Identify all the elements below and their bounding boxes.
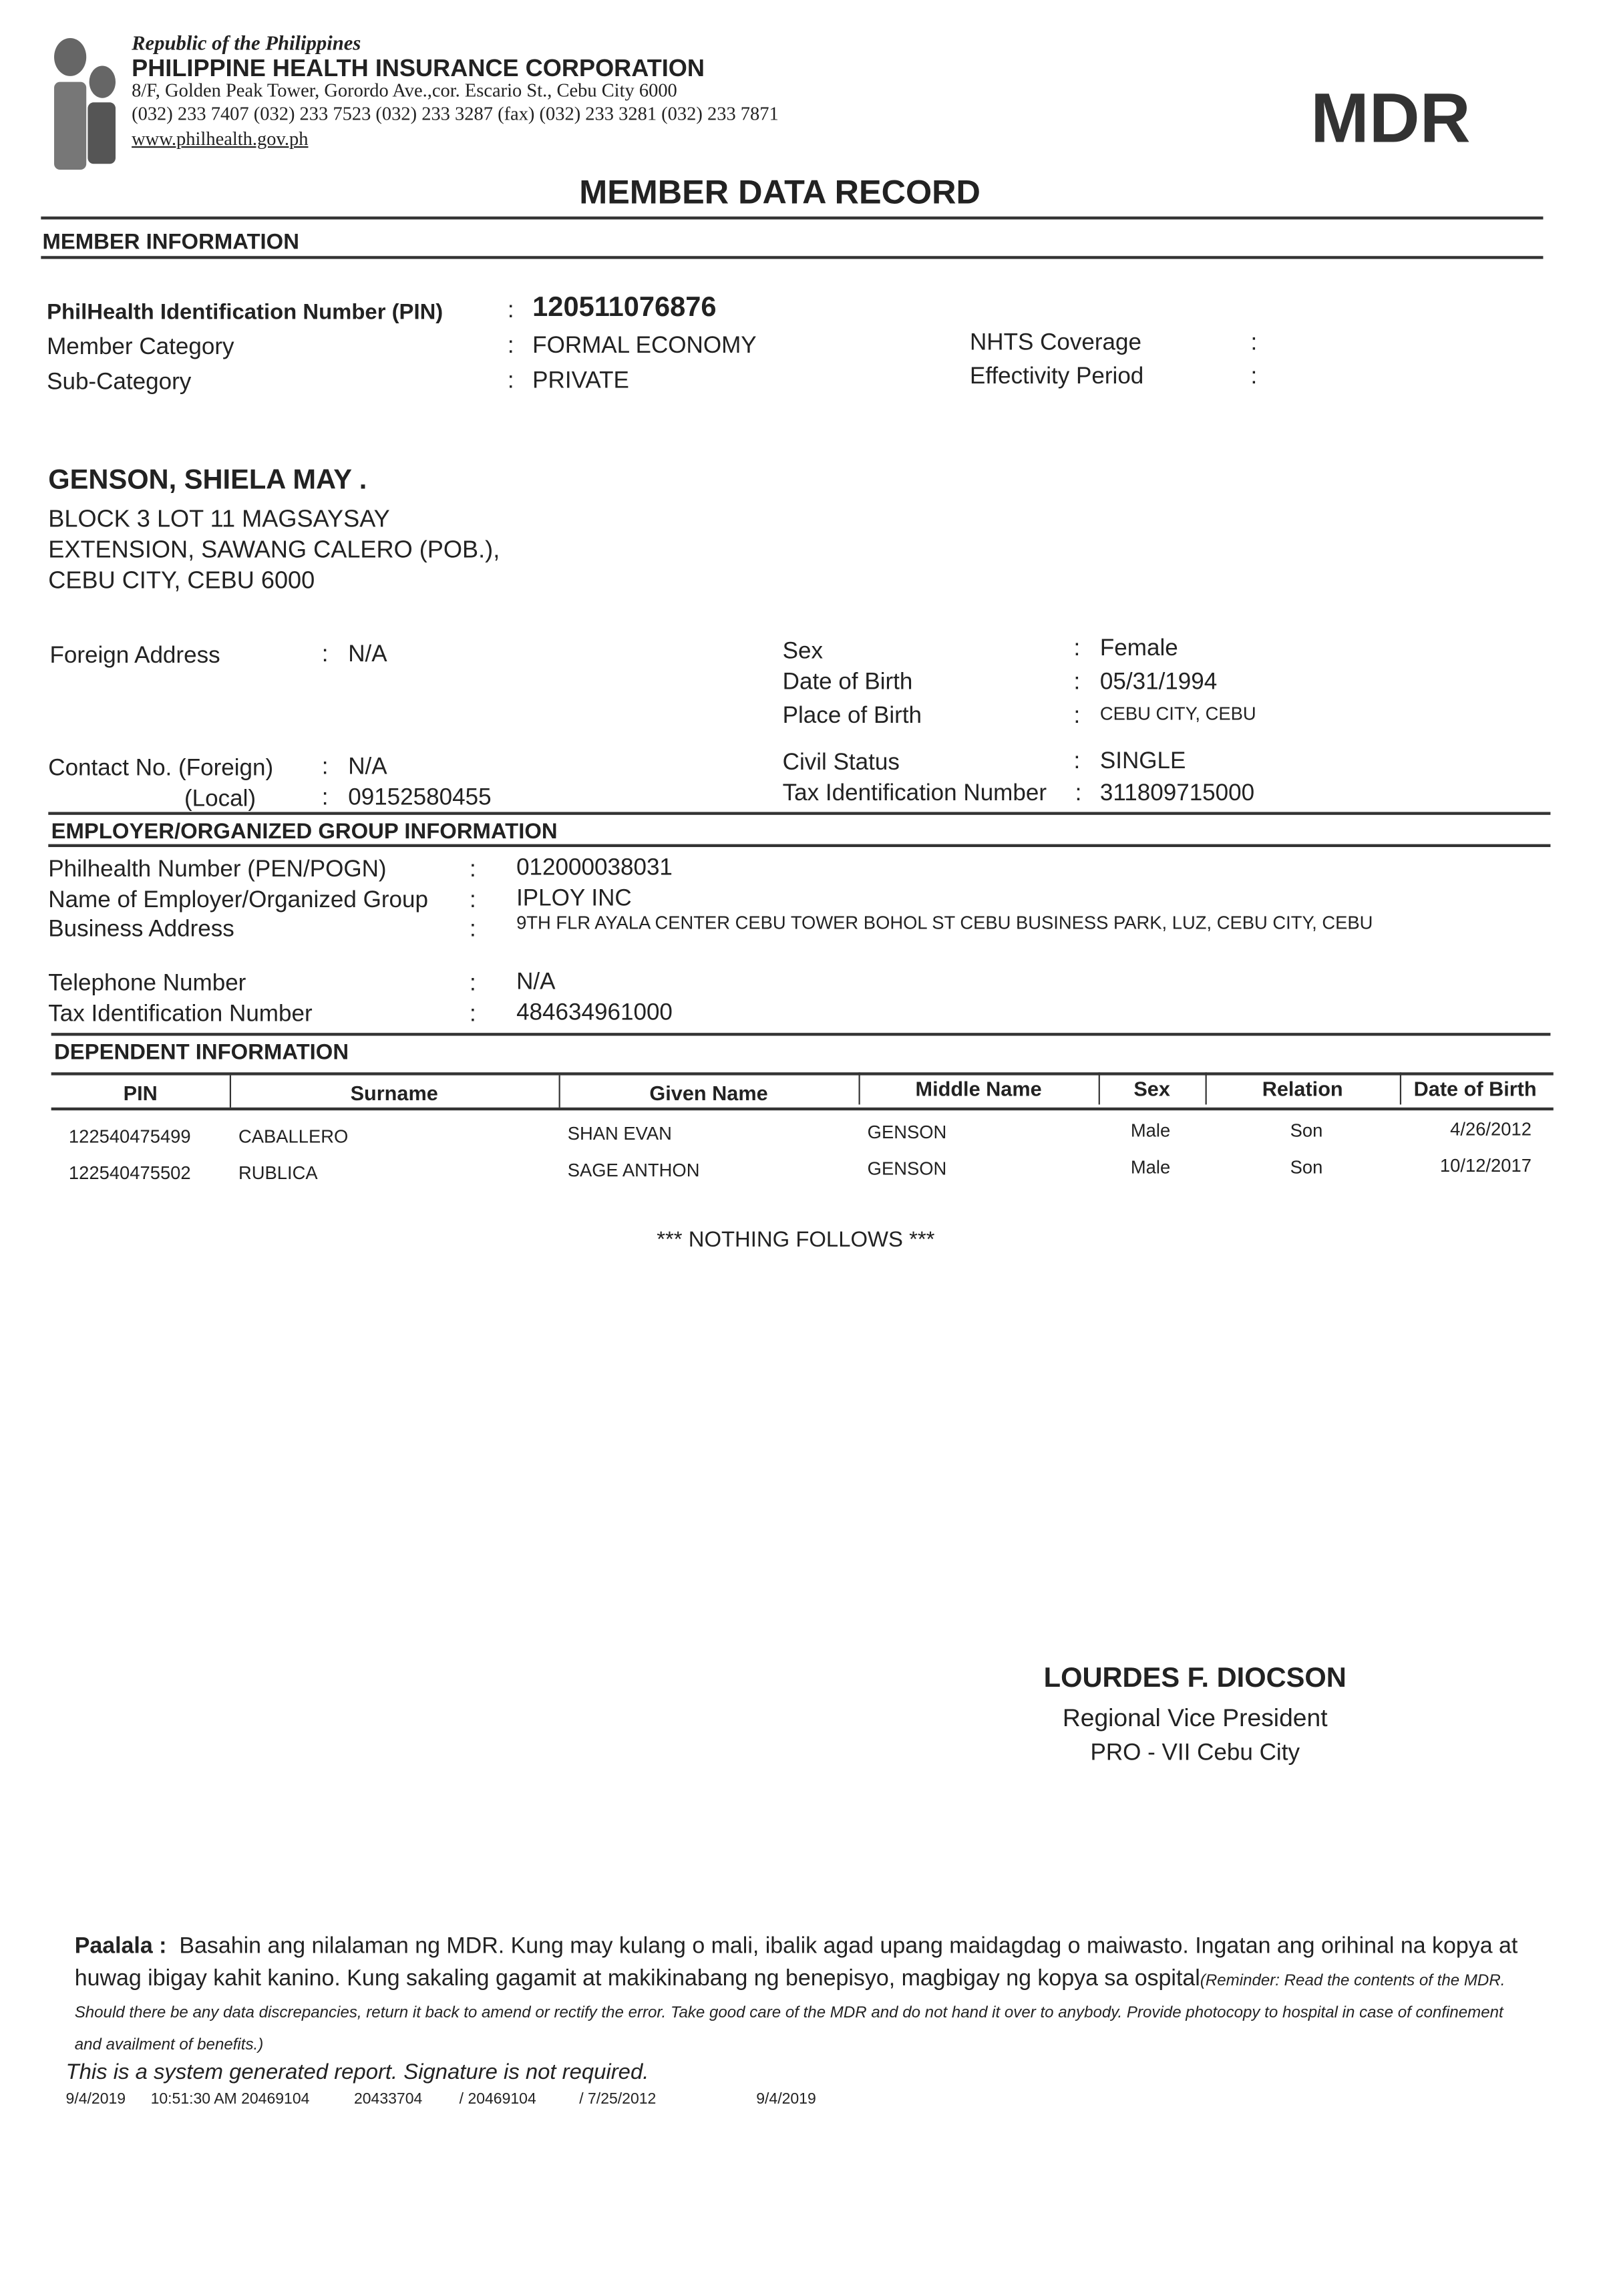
- member-data-record: Republic of the Philippines PHILIPPINE HEALTH INSURANCE CORPORATION 8/F, Golden Peak Tower, Gorordo Ave.,cor. Escario St., Cebu City 6000 (032) 233 7407 (032) 233 7523 (032) 233 3287 (fax) (032) 233 3281 (032) 233 7871 www.philhealth.gov.ph MDR MEMBER DATA RECORD MEMBER INFORMATION PhilHealth Identification Number (PIN) : 120511076876 Member Category : FORMAL ECONOMY Sub-Category : PRIVATE NHTS Coverage : Effectivity Period : GENSON, SHIELA MAY . BLOCK 3 LOT 11 MAGSAYSAY EXTENSION, SAWANG CALERO (POB.), CEBU CITY, CEBU 6000 Foreign Address : N/A Contact No. (Foreign) : N/A (Local) : 09152580455 Sex : Female Date of Birth : 05/31/1994 Place of Birth : CEBU CITY, CEBU Civil Status : SINGLE Tax Identification Number : 311809715000 EMPLOYER/ORGANIZED GROUP INFORMATION Philhealth Number (PEN/POGN) : 012000038031 Name of Employer/Organized Group : IPLOY INC Business Address : 9TH FLR AYALA CENTER CEBU TOWER BOHOL ST CEBU BUSINESS PARK, LUZ, CEBU CITY, CEBU Telephone Number : N/A Tax Identification Number : 484634961000 DEPENDENT INFORMATION PIN Surname Given Name Middle Name Sex Relation Date of Birth 122540475499 CABALLERO SHAN EVAN GENSON Male Son 4/26/2012 122540475502 RUBLICA SAGE ANTHON GENSON Male Son 10/12/2017 *** NOTHING FOLLOWS *** LOURDES F. DIOCSON Regional Vice President PRO - VII Cebu City Paalala : Basahin ang nilalaman ng MDR. Kung may kulang o mali, ibalik agad upang maidagdag o maiwasto. Ingatan ang orihinal na kopya at huwag ibigay kahit kanino. Kung sakaling gagamit at makikinabang ng benepisyo, magbigay ng kopya sa ospital(Reminder: Read the contents of the MDR. Should there be any data discrepancies, return it back to amend or rectify the error. Take good care of the MDR and do not hand it over to anybody. Provide photocopy to hospital in case of confinement and availment of benefits.) This is a system generated report. Signature is not required. 9/4/2019 10:51:30 AM 20469104 20433704 / 20469104 / 7/25/2012 9/4/2019: [0, 0, 1609, 2295]
- effectivity-label: Effectivity Period: [969, 364, 1144, 389]
- employer-row-value: 012000038031: [516, 856, 673, 881]
- pob-value: CEBU CITY, CEBU: [1099, 703, 1256, 725]
- cell-pin: 122540475502: [68, 1163, 191, 1184]
- pob-label: Place of Birth: [782, 703, 922, 729]
- member-section-title: MEMBER INFORMATION: [42, 229, 299, 255]
- reminder-label: Paalala :: [74, 1934, 167, 1959]
- column-header: PIN: [123, 1081, 158, 1105]
- dependent-section-title: DEPENDENT INFORMATION: [54, 1040, 349, 1065]
- reminder-english: (Reminder: Read the contents of the MDR. Should there be any data discrepancies, return it back to amend or rectify the error. Take good care of the MDR and do not hand it over to anybody. Provide photocopy to hospital in case of confinement and availment of benefits.): [74, 1972, 1505, 2054]
- category-value: FORMAL ECONOMY: [532, 333, 757, 359]
- dob-value: 05/31/1994: [1099, 670, 1218, 695]
- subcategory-label: Sub-Category: [47, 370, 192, 395]
- cell-dob: 10/12/2017: [1439, 1156, 1532, 1176]
- civil-status-label: Civil Status: [782, 750, 900, 776]
- employer-row-label: Name of Employer/Organized Group: [48, 888, 428, 913]
- subcategory-value: PRIVATE: [532, 368, 629, 394]
- foreign-address-label: Foreign Address: [49, 643, 220, 669]
- page-title: MEMBER DATA RECORD: [579, 172, 980, 211]
- sex-label: Sex: [782, 639, 824, 665]
- cell-surname: RUBLICA: [238, 1163, 318, 1184]
- cell-middle-name: GENSON: [867, 1122, 947, 1143]
- dob-label: Date of Birth: [782, 670, 913, 695]
- employer-row-value: 484634961000: [516, 1000, 673, 1026]
- cell-surname: CABALLERO: [238, 1126, 349, 1147]
- org-phones: (032) 233 7407 (032) 233 7523 (032) 233 3287 (fax) (032) 233 3281 (032) 233 7871: [132, 102, 779, 125]
- contact-local-label: (Local): [184, 787, 256, 812]
- footer-code: / 20469104: [459, 2090, 536, 2108]
- employer-row-label: Tax Identification Number: [48, 1002, 313, 1027]
- column-header: Surname: [350, 1081, 438, 1105]
- column-header: Sex: [1133, 1076, 1170, 1100]
- employer-row-label: Philhealth Number (PEN/POGN): [48, 857, 387, 882]
- cell-relation: Son: [1290, 1157, 1323, 1178]
- system-generated-note: This is a system generated report. Signature is not required.: [65, 2060, 649, 2085]
- employer-row-label: Business Address: [48, 917, 234, 943]
- category-label: Member Category: [47, 335, 234, 360]
- cell-given-name: SHAN EVAN: [567, 1123, 672, 1144]
- column-header: Given Name: [649, 1081, 768, 1105]
- republic-label: Republic of the Philippines: [132, 33, 361, 56]
- footer-code: / 7/25/2012: [579, 2090, 657, 2108]
- nothing-follows: *** NOTHING FOLLOWS ***: [657, 1227, 935, 1253]
- column-header: Date of Birth: [1413, 1076, 1537, 1100]
- employer-section-title: EMPLOYER/ORGANIZED GROUP INFORMATION: [51, 819, 558, 844]
- employer-row-value: IPLOY INC: [516, 886, 632, 912]
- cell-pin: 122540475499: [68, 1126, 191, 1147]
- foreign-address-value: N/A: [348, 642, 387, 667]
- member-address-line: EXTENSION, SAWANG CALERO (POB.),: [48, 536, 500, 564]
- cell-given-name: SAGE ANTHON: [567, 1160, 700, 1181]
- cell-middle-name: GENSON: [867, 1158, 947, 1180]
- column-header: Middle Name: [915, 1076, 1042, 1100]
- signatory-name: LOURDES F. DIOCSON: [1043, 1663, 1347, 1695]
- mdr-badge: MDR: [1310, 80, 1471, 158]
- org-name: PHILIPPINE HEALTH INSURANCE CORPORATION: [132, 55, 705, 82]
- member-address-line: CEBU CITY, CEBU 6000: [48, 567, 315, 595]
- footer-code: 10:51:30 AM 20469104: [150, 2090, 310, 2108]
- employer-row-label: Telephone Number: [48, 971, 246, 997]
- member-name: GENSON, SHIELA MAY .: [48, 465, 367, 496]
- pin-label: PhilHealth Identification Number (PIN): [47, 299, 443, 325]
- contact-local-value: 09152580455: [348, 786, 492, 811]
- pin-value: 120511076876: [532, 293, 717, 323]
- contact-foreign-value: N/A: [348, 755, 387, 780]
- civil-status-value: SINGLE: [1099, 749, 1186, 774]
- cell-sex: Male: [1130, 1157, 1171, 1178]
- nhts-label: NHTS Coverage: [969, 330, 1142, 356]
- sex-value: Female: [1099, 636, 1178, 661]
- tin-value: 311809715000: [1099, 781, 1255, 806]
- footer-code: 20433704: [353, 2090, 423, 2108]
- org-website[interactable]: www.philhealth.gov.ph: [132, 127, 309, 150]
- employer-row-value: N/A: [516, 969, 556, 995]
- contact-foreign-label: Contact No. (Foreign): [48, 756, 274, 782]
- cell-relation: Son: [1290, 1120, 1323, 1142]
- signatory-office: PRO - VII Cebu City: [1090, 1741, 1300, 1766]
- employer-row-value: 9TH FLR AYALA CENTER CEBU TOWER BOHOL ST CEBU BUSINESS PARK, LUZ, CEBU CITY, CEBU: [516, 913, 1373, 934]
- reminder-text: Basahin ang nilalaman ng MDR. Kung may kulang o mali, ibalik agad upang maidagdag o maiwasto. Ingatan ang orihinal na kopya at huwag ibigay kahit kanino. Kung sakaling gagamit at makikinabang ng benepisyo, magbigay ng kopya sa ospital: [74, 1934, 1518, 1991]
- reminder-note: [75, 1931, 1530, 2060]
- member-address-line: BLOCK 3 LOT 11 MAGSAYSAY: [48, 506, 390, 533]
- column-header: Relation: [1262, 1076, 1343, 1100]
- cell-sex: Male: [1130, 1120, 1171, 1142]
- cell-dob: 4/26/2012: [1450, 1119, 1532, 1140]
- footer-code: 9/4/2019: [756, 2090, 816, 2108]
- footer-code: 9/4/2019: [65, 2090, 126, 2108]
- philhealth-logo: [48, 35, 124, 173]
- tin-label: Tax Identification Number: [782, 781, 1047, 806]
- signatory-title: Regional Vice President: [1062, 1704, 1328, 1732]
- org-address: 8/F, Golden Peak Tower, Gorordo Ave.,cor. Escario St., Cebu City 6000: [132, 79, 677, 102]
